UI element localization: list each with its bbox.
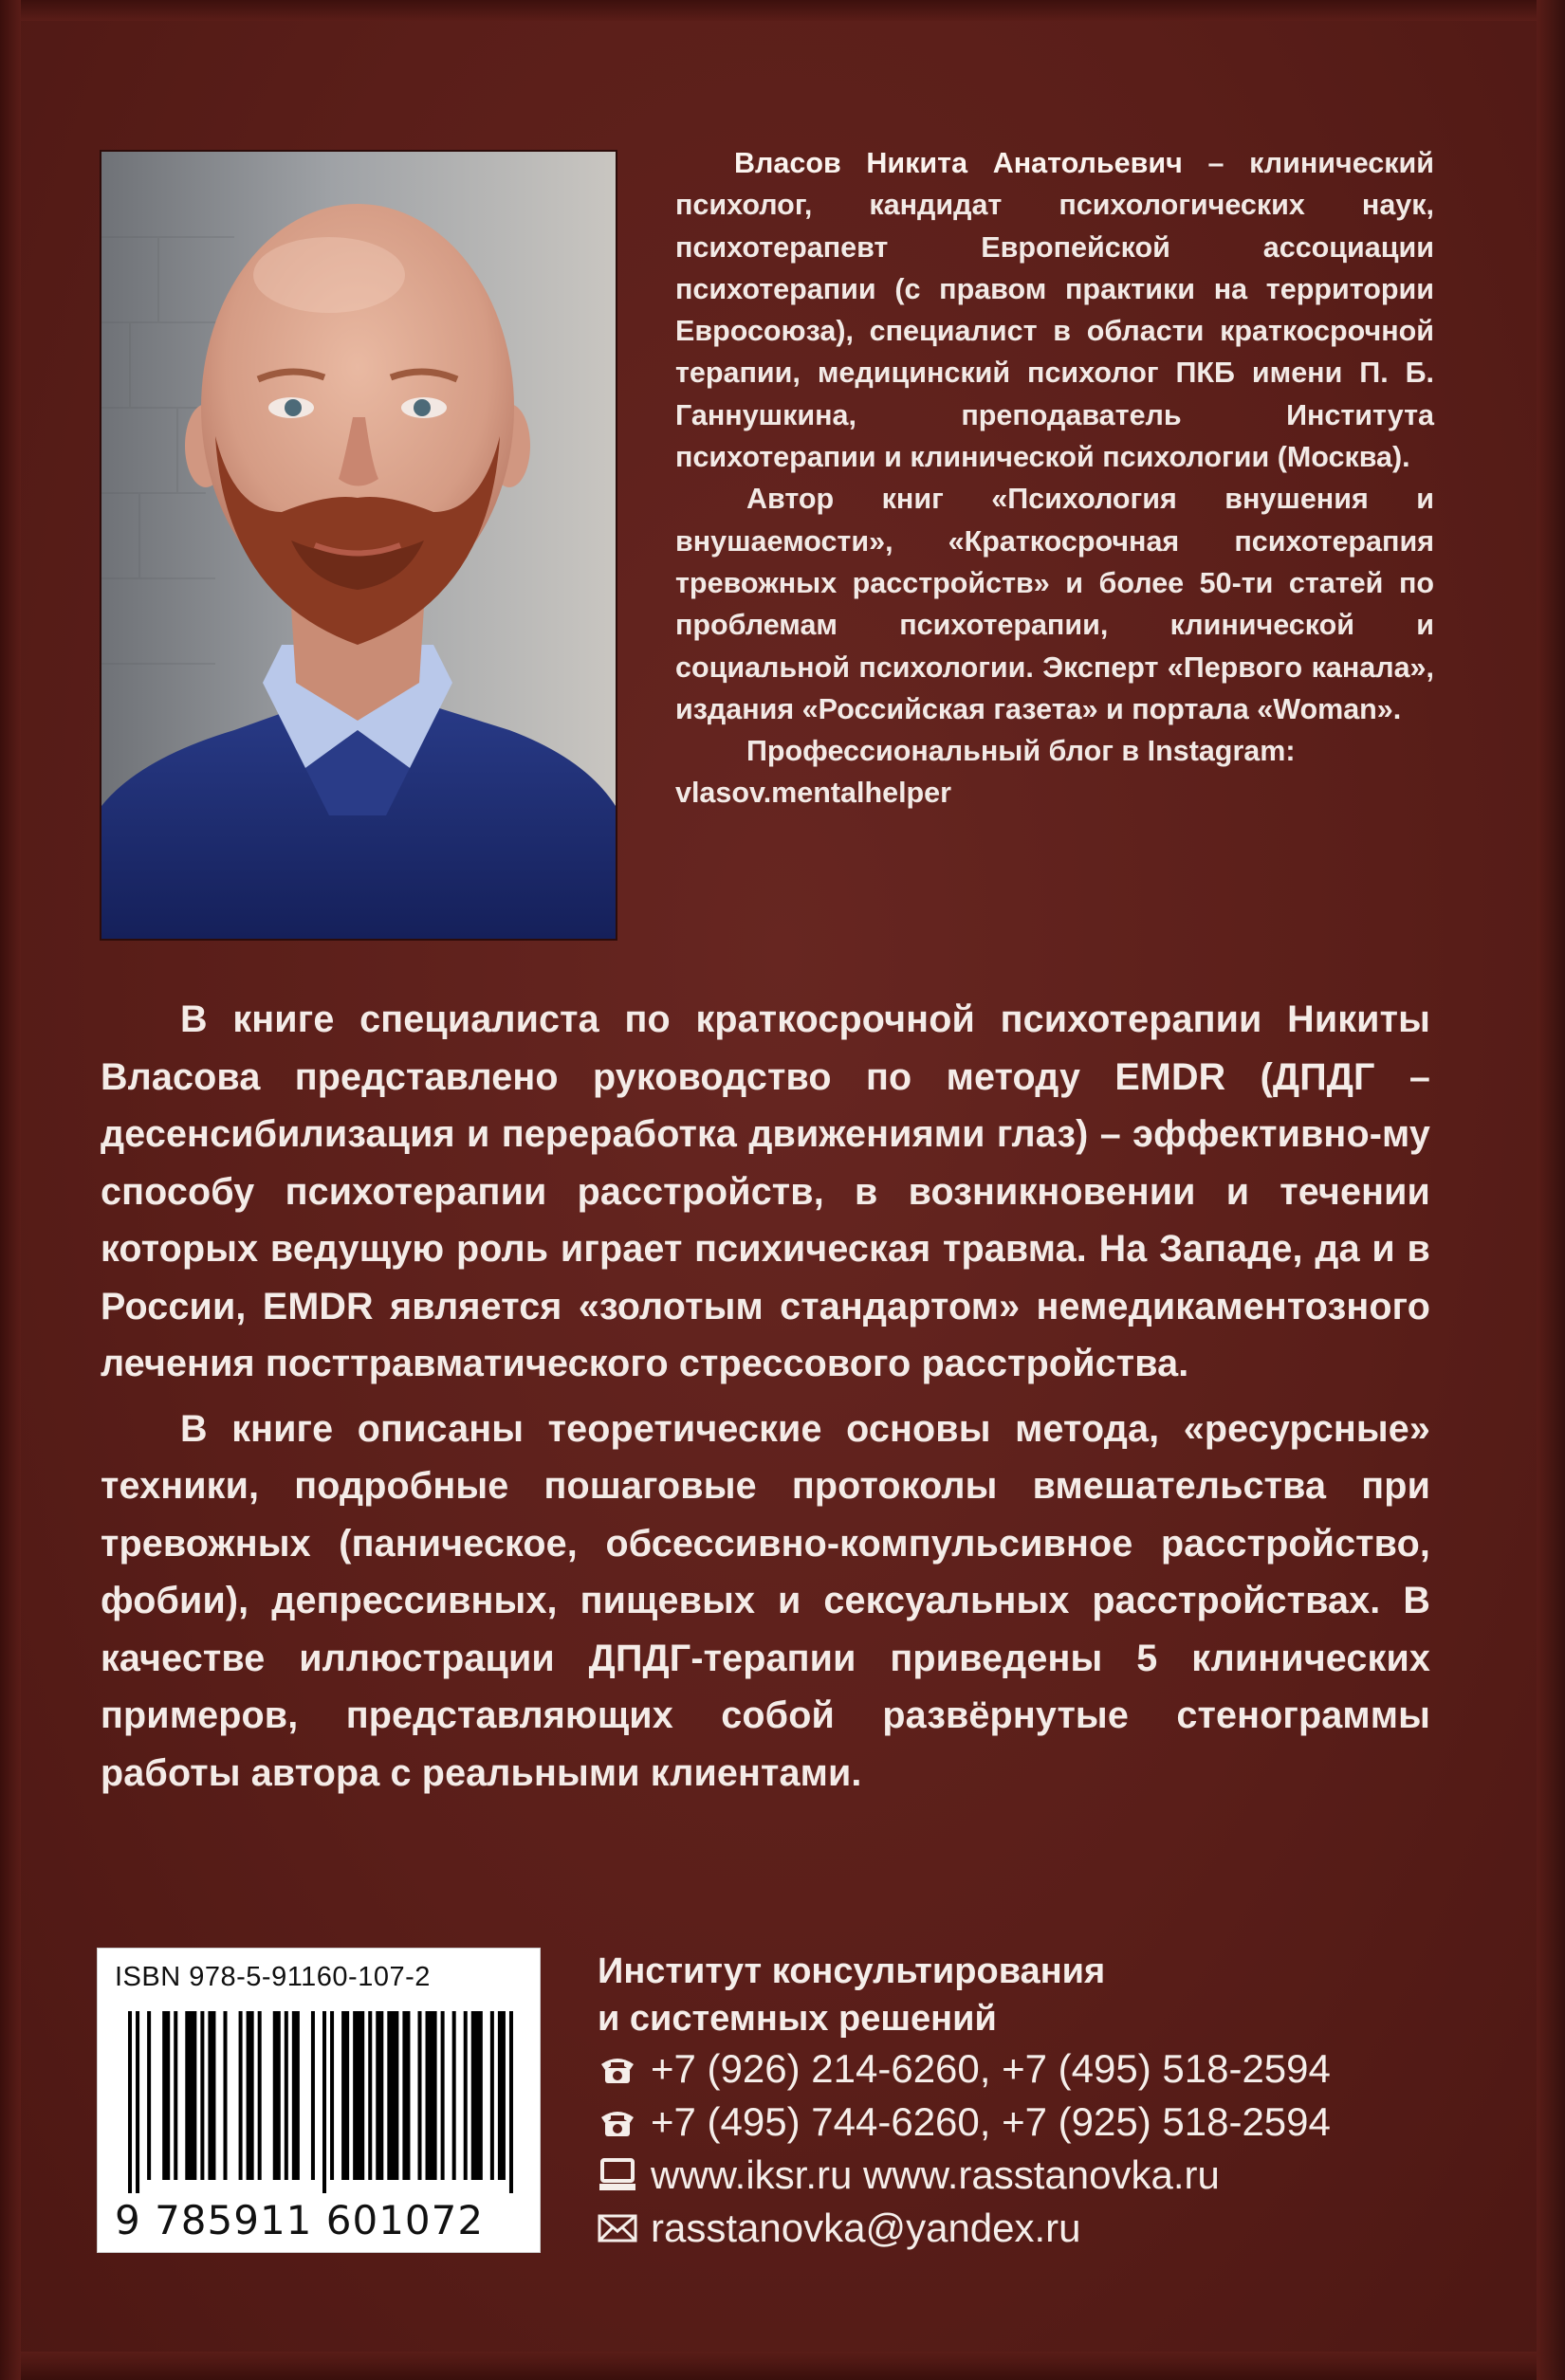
barcode-bar	[147, 2011, 151, 2180]
cover-edge-bottom	[0, 2352, 1565, 2380]
barcode-bar	[417, 2011, 421, 2180]
barcode-bar	[471, 2011, 483, 2180]
phone-icon	[598, 2053, 651, 2085]
cover-edge-top	[0, 0, 1565, 21]
cover-edge-left	[0, 0, 21, 2380]
barcode-bars	[128, 2011, 517, 2193]
barcode-bar	[322, 2011, 326, 2193]
publisher-websites-row	[598, 2149, 1432, 2202]
publisher-phones-row-2	[598, 2096, 1432, 2149]
barcode-digits: 9 785911 601072	[115, 2197, 485, 2243]
barcode-bar	[330, 2011, 334, 2180]
barcode-bar	[353, 2011, 364, 2180]
barcode-bar	[273, 2011, 281, 2180]
barcode-bar	[368, 2011, 372, 2180]
barcode-bar	[162, 2011, 170, 2180]
cover-edge-right	[1537, 0, 1565, 2380]
barcode-bar	[311, 2011, 315, 2180]
description-paragraph-2: В книге описаны теоретические основы метода, «ресурсные» техники, подробные пошаговые протоколы вмешательства при тревожных (паническое, обсессивно-компульсивное расстройство, фобии), депрессивных, пищевых и сексуальных расстройствах. В качестве иллюстрации ДПДГ-терапии приведены 5 клинических примеров, представляющих собой развёрнутые стенограммы работы автора с реальными клиентами.	[101, 1407, 1430, 1794]
publisher-name-line-2: и системных решений	[598, 1999, 997, 2039]
barcode-bar	[247, 2011, 254, 2180]
barcode-bar	[441, 2011, 445, 2180]
barcode-bar	[452, 2011, 456, 2180]
author-intro-paragraph	[675, 142, 1434, 478]
publisher-email[interactable]: rasstanovka@yandex.ru	[651, 2206, 1081, 2250]
barcode-bar	[376, 2011, 383, 2180]
barcode-bar	[239, 2011, 243, 2180]
publisher-phones-1: +7 (926) 214-6260, +7 (495) 518-2594	[651, 2046, 1331, 2091]
description-paragraph-1: В книге специалиста по краткосрочной психотерапии Никиты Власова представлено руководство по методу EMDR (ДПДГ – десенсибилизация и переработка движениями глаз) – эффективно-му способу психотерапии расстройств, в возникновении и течении которых ведущую роль играет психическая травма. На Западе, да и в России, EMDR является «золотым стандартом» немедикаментозного лечения посттравматического стрессового расстройства.	[101, 998, 1430, 1384]
phone-icon	[598, 2106, 651, 2138]
barcode-bar	[136, 2011, 139, 2193]
barcode-bar	[258, 2011, 262, 2180]
barcode-bar	[490, 2011, 494, 2180]
barcode-bar	[498, 2011, 506, 2180]
barcode-bar	[174, 2011, 177, 2180]
author-bio	[675, 142, 1434, 815]
author-blog-label: Профессиональный блог в Instagram:	[746, 735, 1296, 768]
publisher-name-line-1: Институт консультирования	[598, 1951, 1106, 1991]
author-books-paragraph: Автор книг «Психология внушения и внушаемости», «Краткосрочная психотерапия тревожных расстройств» и более 50-ти статей по проблемам психотерапии, клинической и социальной психологии. Эксперт «Первого канала», издания «Российская газета» и портала «Woman».	[675, 483, 1434, 725]
barcode-bar	[341, 2011, 349, 2180]
barcode-bar	[464, 2011, 468, 2180]
barcode-bar	[426, 2011, 437, 2180]
author-intro-text: – клинический психолог, кандидат психологических наук, психотерапевт Европейской ассоциации психотерапии (с правом практики на территории Евросоюза), специалист в области краткосрочной терапии, медицинский психолог ПКБ имени П. Б. Ганнушкина, преподаватель Института психотерапии и клинической психологии (Москва).	[675, 147, 1434, 474]
author-name: Власов Никита Анатольевич	[734, 147, 1183, 179]
publisher-block	[598, 1948, 1432, 2255]
barcode-bar	[292, 2011, 300, 2180]
publisher-email-row	[598, 2202, 1432, 2255]
book-description	[101, 991, 1430, 1802]
barcode-bar	[509, 2011, 513, 2193]
author-photo	[100, 150, 617, 941]
publisher-phones-2: +7 (495) 744-6260, +7 (925) 518-2594	[651, 2099, 1331, 2144]
isbn-label: ISBN 978-5-91160-107-2	[115, 1962, 431, 1992]
publisher-websites[interactable]: www.iksr.ru www.rasstanovka.ru	[651, 2152, 1220, 2197]
publisher-phones-row-1	[598, 2042, 1432, 2096]
barcode-bar	[387, 2011, 398, 2180]
barcode-bar	[128, 2011, 132, 2193]
envelope-icon	[598, 2213, 651, 2243]
isbn-barcode-box	[97, 1948, 541, 2253]
barcode-bar	[402, 2011, 410, 2180]
author-blog-handle: vlasov.mentalhelper	[675, 777, 952, 810]
barcode-bar	[223, 2011, 227, 2180]
barcode-bar	[208, 2011, 215, 2180]
computer-icon	[598, 2158, 651, 2192]
barcode-bar	[200, 2011, 204, 2180]
barcode-bar	[185, 2011, 196, 2180]
barcode-bar	[285, 2011, 288, 2180]
